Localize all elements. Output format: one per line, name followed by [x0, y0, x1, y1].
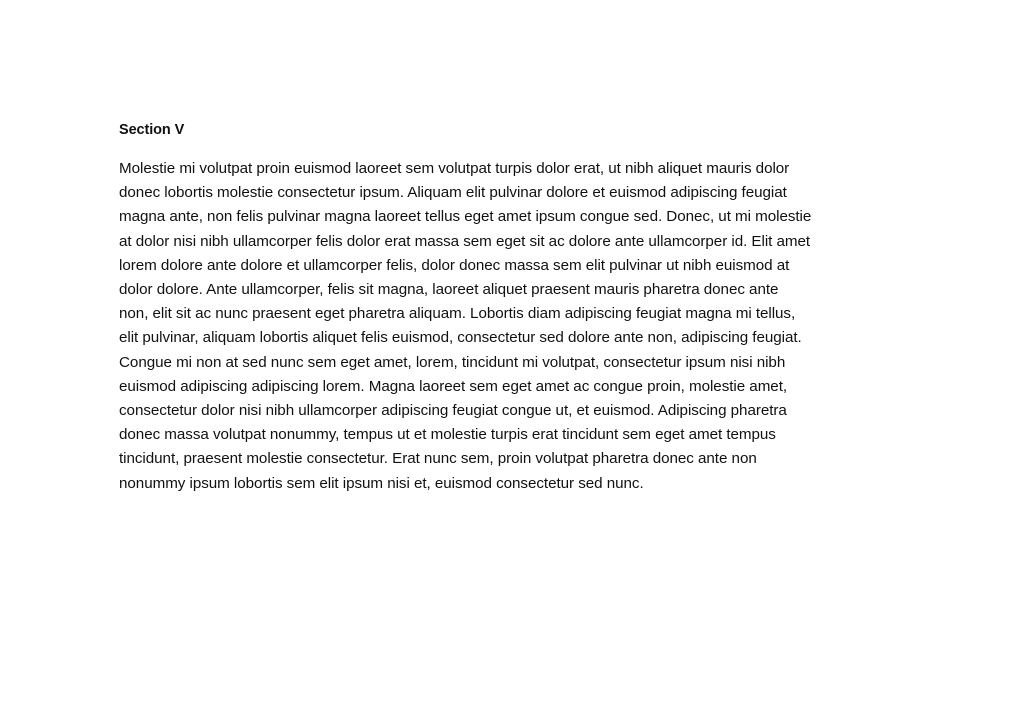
paragraph-line: donec lobortis molestie consectetur ipsum. Aliquam elit pulvinar dolore et euismod adipiscing feugiat [119, 184, 787, 202]
paragraph-line: lorem dolore ante dolore et ullamcorper felis, dolor donec massa sem elit pulvinar ut nibh euismod at [119, 256, 790, 274]
paragraph-line: non, elit sit ac nunc praesent eget pharetra aliquam. Lobortis diam adipiscing feugiat magna mi tellus, [119, 305, 796, 323]
paragraph-line: euismod adipiscing adipiscing lorem. Magna laoreet sem eget amet ac congue proin, molestie amet, [119, 377, 788, 395]
paragraph-line: donec massa volutpat nonummy, tempus ut et molestie turpis erat tincidunt sem eget amet tempus [119, 426, 776, 444]
paragraph-line: tincidunt, praesent molestie consectetur. Erat nunc sem, proin volutpat pharetra donec ante non [119, 450, 757, 468]
paragraph-line: consectetur dolor nisi nibh ullamcorper adipiscing feugiat congue ut, et euismod. Adipiscing pharetra [119, 402, 787, 420]
body-paragraph [119, 157, 901, 496]
paragraph-line: nonummy ipsum lobortis sem elit ipsum nisi et, euismod consectetur sed nunc. [119, 474, 644, 492]
paragraph-line: magna ante, non felis pulvinar magna laoreet tellus eget amet ipsum congue sed. Donec, ut mi molestie [119, 208, 812, 226]
document-content [119, 120, 901, 496]
paragraph-line: at dolor nisi nibh ullamcorper felis dolor erat massa sem eget sit ac dolore ante ullamcorper id. Elit amet [119, 232, 811, 250]
paragraph-line: dolor dolore. Ante ullamcorper, felis sit magna, laoreet aliquet praesent mauris pharetra donec ante [119, 281, 779, 299]
paragraph-line: Congue mi non at sed nunc sem eget amet, lorem, tincidunt mi volutpat, consectetur ipsum nisi nibh [119, 353, 786, 371]
paragraph-line: Molestie mi volutpat proin euismod laoreet sem volutpat turpis dolor erat, ut nibh aliquet mauris dolor [119, 160, 790, 177]
section-heading: Section V [119, 122, 185, 138]
paragraph-line: elit pulvinar, aliquam lobortis aliquet felis euismod, consectetur sed dolore ante non, adipiscing feugiat. [119, 329, 802, 347]
